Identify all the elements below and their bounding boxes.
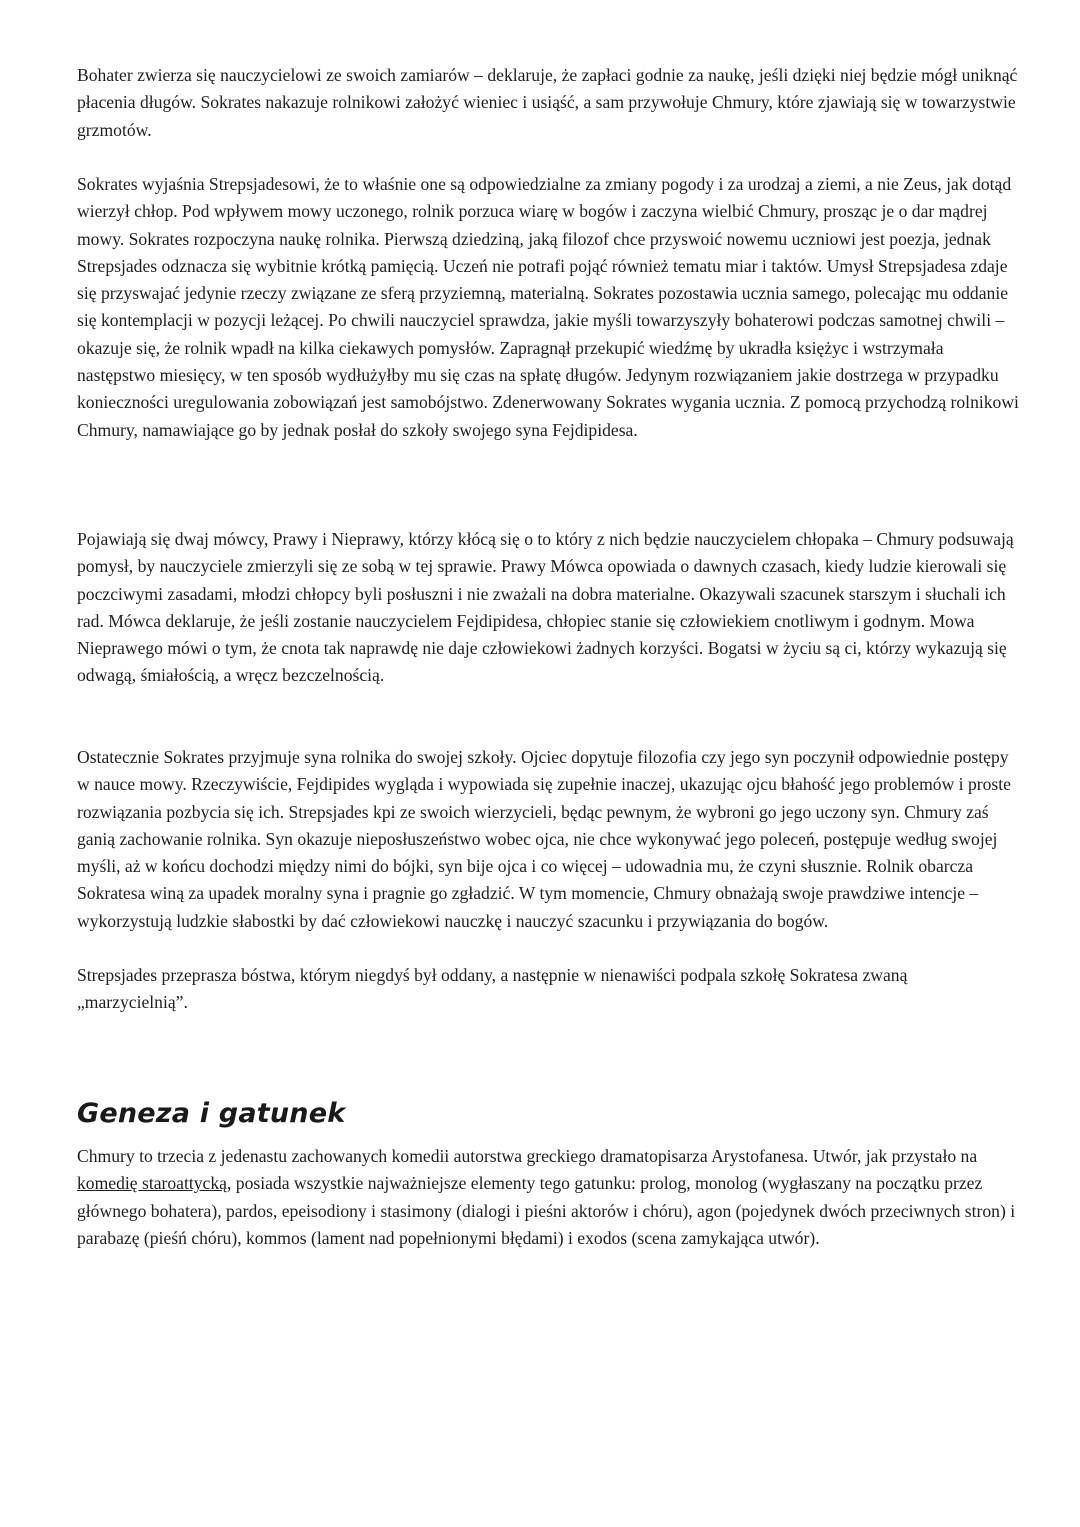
- comedy-genre-link[interactable]: komedię staroattycką: [77, 1173, 227, 1194]
- paragraph-sokrates-teaching: Sokrates wyjaśnia Strepsjadesowi, że to właśnie one są odpowiedzialne za zmiany pogody i za urodzaj a ziemi, a nie Zeus, jak dotąd wierzył chłop. Pod wpływem mowy uczonego, rolnik porzuca wiarę w bogów i zaczyna wielbić Chmury, prosząc je o dar mądrej mowy. Sokrates rozpoczyna naukę rolnika. Pierwszą dziedziną, jaką filozof chce przyswoić nowemu uczniowi jest poezja, jednak Strepsjades odznacza się wybitnie krótką pamięcią. Uczeń nie potrafi pojąć również tematu miar i taktów. Umysł Strepsjadesa zdaje się przyswajać jedynie rzeczy związane ze sferą przyziemną, materialną. Sokrates pozostawia ucznia samego, polecając mu oddanie się kontemplacji w pozycji leżącej. Po chwili nauczyciel sprawdza, jakie myśli towarzyszyły bohaterowi podczas samotnej chwili – okazuje się, że rolnik wpadł na kilka ciekawych pomysłów. Zapragnął przekupić wiedźmę by ukradła księżyc i wstrzymała następstwo miesięcy, w ten sposób wydłużyłby mu się czas na spłatę długów. Jedynym rozwiązaniem jakie dostrzega w przypadku konieczności uregulowania zobowiązań jest samobójstwo. Zdenerwowany Sokrates wygania ucznia. Z pomocą przychodzą rolnikowi Chmury, namawiające go by jednak posłał do szkoły swojego syna Fejdipidesa.: [77, 174, 1019, 440]
- paragraph-ending: Ostatecznie Sokrates przyjmuje syna rolnika do swojej szkoły. Ojciec dopytuje filozofia czy jego syn poczynił odpowiednie postępy w nauce mowy. Rzeczywiście, Fejdipides wygląda i wypowiada się zupełnie inaczej, ukazując ojcu błahość jego problemów i proste rozwiązania pozbycia się ich. Strepsjades kpi ze swoich wierzycieli, będąc pewnym, że wybroni go jego uczony syn. Chmury zaś ganią zachowanie rolnika. Syn okazuje nieposłuszeństwo wobec ojca, nie chce wykonywać jego poleceń, postępuje według swojej myśli, aż w końcu dochodzi między nimi do bójki, syn bije ojca i co więcej – udowadnia mu, że czyni słusznie. Rolnik obarcza Sokratesa winą za upadek moralny syna i pragnie go zgładzić. W tym momencie, Chmury obnażają swoje prawdziwe intencje – wykorzystują ludzkie słabostki by dać człowiekowi nauczkę i nauczyć szacunku i przywiązania do bogów.: [77, 747, 1011, 931]
- paragraph-conclusion: Strepsjades przeprasza bóstwa, którym niegdyś był oddany, a następnie w nienawiści podpala szkołę Sokratesa zwaną „marzycielnią”.: [77, 965, 908, 1013]
- genesis-text-end: , posiada wszystkie najważniejsze elementy tego gatunku: prolog, monolog (wygłaszany na początku przez głównego bohatera), pardos, epeisodiony i stasimony (dialogi i pieśni aktorów i chóru), agon (pojedynek dwóch przeciwnych stron) i parabazę (pieśń chóru), kommos (lament nad popełnionymi błędami) i exodos (scena zamykająca utwór).: [77, 1173, 1016, 1248]
- paragraph-intro: Bohater zwierza się nauczycielowi ze swoich zamiarów – deklaruje, że zapłaci godnie za naukę, jeśli dzięki niej będzie mógł uniknąć płacenia długów. Sokrates nakazuje rolnikowi założyć wieniec i usiąść, a sam przywołuje Chmury, które zjawiają się w towarzystwie grzmotów.: [77, 65, 1018, 140]
- paragraph-genesis: [77, 1143, 1022, 1252]
- genesis-text-start: Chmury to trzecia z jedenastu zachowanych komedii autorstwa greckiego dramatopisarza Arystofanesa. Utwór, jak przystało na: [77, 1146, 978, 1166]
- section-heading: Geneza i gatunek: [77, 1098, 346, 1129]
- paragraph-speakers: Pojawiają się dwaj mówcy, Prawy i Nieprawy, którzy kłócą się o to który z nich będzie nauczycielem chłopaka – Chmury podsuwają pomysł, by nauczyciele zmierzyli się ze sobą w tej sprawie. Prawy Mówca opowiada o dawnych czasach, kiedy ludzie kierowali się poczciwymi zasadami, młodzi chłopcy byli posłuszni i nie zważali na dobra materialne. Okazywali szacunek starszym i słuchali ich rad. Mówca deklaruje, że jeśli zostanie nauczycielem Fejdipidesa, chłopiec stanie się człowiekiem cnotliwym i godnym. Mowa Nieprawego mówi o tym, że cnota tak naprawdę nie daje człowiekowi żadnych korzyści. Bogatsi w życiu są ci, którzy wykazują się odwagą, śmiałością, a wręcz bezczelnością.: [77, 529, 1014, 686]
